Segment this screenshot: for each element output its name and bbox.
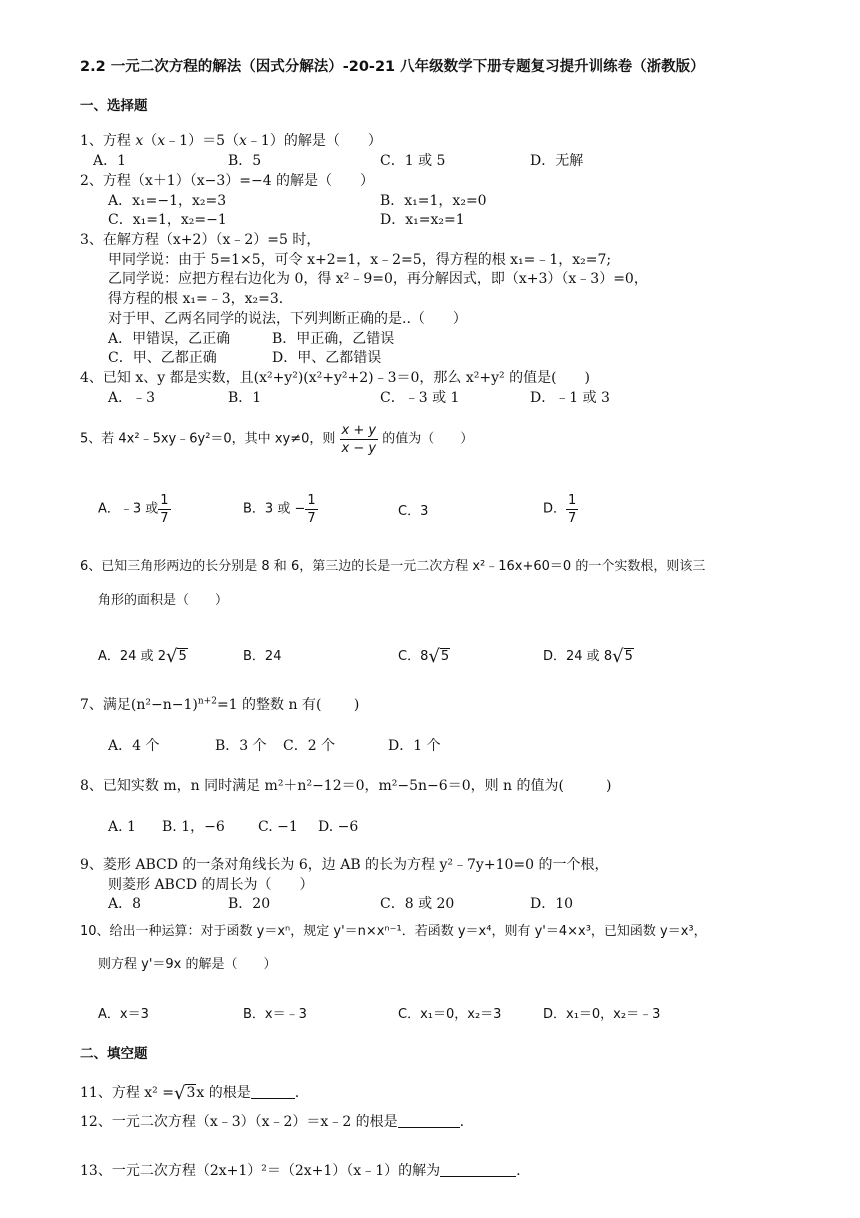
q9-option-d: D．10	[530, 896, 574, 912]
q2-option-c: C．x₁=1，x₂=−1	[108, 212, 227, 228]
question-6-line-1: 6、已知三角形两边的长分别是 8 和 6，第三边的长是一元二次方程 x²﹣16x+60＝0 的一个实数根，则该三	[80, 559, 706, 574]
q3-line-1: 甲同学说：由于 5=1×5，可令 x+2=1，x﹣2=5，得方程的根 x₁=﹣1，x₂=7;	[108, 252, 612, 268]
question-6-line-2: 角形的面积是（ ）	[98, 593, 229, 608]
q2-option-d: D．x₁=x₂=1	[380, 212, 465, 228]
q3-option-c: C．甲、乙都正确	[108, 350, 217, 366]
q11-answer-blank[interactable]	[251, 1084, 295, 1099]
q7-option-d: D．1 个	[388, 738, 441, 754]
q3-option-d: D．甲、乙都错误	[272, 350, 382, 366]
q3-option-b: B．甲正确，乙错误	[272, 331, 395, 347]
q3-line-3: 得方程的根 x₁=﹣3，x₂=3．	[108, 291, 293, 307]
question-9-line-1: 9、菱形 ABCD 的一条对角线长为 6，边 AB 的长为方程 y²﹣7y+10=0 的一个根，	[80, 857, 609, 873]
q8-option-c: C. −1	[258, 819, 298, 835]
q6-option-c: C．8√5	[398, 646, 450, 667]
question-4-stem: 4、已知 x、y 都是实数，且(x²+y²)(x²+y²+2)﹣3＝0，那么 x²+y² 的值是( )	[80, 370, 591, 386]
q10-option-d: D．x₁＝0，x₂＝﹣3	[543, 1007, 661, 1022]
question-7-stem: 7、满足$(n^2-n-1)^{n+2}=1$ 的整数 n 有( )	[80, 696, 360, 713]
page-title: 2.2 一元二次方程的解法（因式分解法）-20-21 八年级数学下册专题复习提升训练卷（浙教版）	[80, 59, 705, 75]
q5-option-c: C．3	[398, 504, 429, 519]
q2-option-a: A．x₁=−1，x₂=3	[108, 193, 227, 209]
q8-option-d: D. −6	[318, 819, 359, 835]
q13-answer-blank[interactable]	[440, 1162, 516, 1177]
q4-option-a: A．﹣3	[108, 390, 156, 406]
q12-answer-blank[interactable]	[398, 1113, 460, 1128]
q9-option-c: C．8 或 20	[380, 896, 455, 912]
q1-option-c: C．1 或 5	[380, 153, 446, 169]
q7-option-a: A．4 个	[108, 738, 160, 754]
question-11-stem: 11、方程 x² =√3x 的根是 .	[80, 1083, 300, 1104]
q1-option-b: B．5	[228, 153, 262, 169]
question-2-stem: 2、方程（x＋1）（x−3）=−4 的解是（ ）	[80, 173, 375, 189]
q6-option-a: A．24 或 2√5	[98, 646, 187, 667]
q9-option-b: B．20	[228, 896, 271, 912]
q7-option-c: C．2 个	[283, 738, 336, 754]
q3-line-2: 乙同学说：应把方程右边化为 0，得 x²﹣9=0，再分解因式，即（x+3）（x﹣3）=0，	[108, 271, 648, 287]
q8-option-a: A. 1	[108, 819, 136, 835]
q10-option-a: A．x＝3	[98, 1007, 149, 1022]
q2-option-b: B．x₁=1，x₂=0	[380, 193, 487, 209]
q3-line-4: 对于甲、乙两名同学的说法，下列判断正确的是..（ ）	[108, 311, 467, 327]
question-1-stem: 1、方程 x（x﹣1）＝5（x﹣1）的解是（ ）	[80, 133, 382, 149]
q4-option-b: B．1	[228, 390, 262, 406]
q1-option-a: A．1	[93, 153, 127, 169]
q5-fraction: $\frac{x + y}{x - y}$	[341, 423, 377, 456]
section-choice-heading: 一、选择题	[80, 98, 148, 114]
q10-option-b: B．x＝﹣3	[243, 1007, 307, 1022]
section-fill-heading: 二、填空题	[80, 1046, 148, 1062]
question-12-stem: 12、一元二次方程（x﹣3）（x﹣2）＝x﹣2 的根是 .	[80, 1114, 465, 1130]
q1-option-d: D．无解	[530, 153, 584, 169]
q6-option-b: B．24	[243, 649, 282, 664]
q7-option-b: B．3 个	[215, 738, 267, 754]
question-10-line-1: 10、给出一种运算：对于函数 y＝xⁿ，规定 y'＝n×xⁿ⁻¹．若函数 y＝x⁴，则有 y'＝4×x³，已知函数 y＝x³，	[80, 924, 707, 939]
q10-option-c: C．x₁＝0，x₂＝3	[398, 1007, 502, 1022]
question-3-stem: 3、在解方程（x+2）（x﹣2）=5 时，	[80, 232, 321, 248]
question-9-line-2: 则菱形 ABCD 的周长为（ ）	[108, 877, 314, 893]
q5-option-a: A．﹣3 或 $\frac{1}{7}$	[98, 493, 169, 526]
q5-option-d: D． $\frac{1}{7}$	[543, 493, 577, 526]
question-13-stem: 13、一元二次方程（2x+1）²＝（2x+1）（x﹣1）的解为 .	[80, 1163, 521, 1179]
question-10-line-2: 则方程 y'＝9x 的解是（ ）	[98, 957, 277, 972]
q3-option-a: A．甲错误，乙正确	[108, 331, 231, 347]
q6-option-d: D．24 或 8√5	[543, 646, 633, 667]
question-5-stem: 5、若 4x²﹣5xy﹣6y²＝0，其中 xy≠0，则 $\frac{x + y}{x - y}$ 的值为（ ）	[80, 423, 474, 456]
q8-option-b: B. 1，−6	[162, 819, 225, 835]
q5-option-b: B．3 或 − $\frac{1}{7}$	[243, 493, 316, 526]
q4-option-c: C．﹣3 或 1	[380, 390, 460, 406]
question-8-stem: 8、已知实数 m，n 同时满足 m²＋n²−12＝0，m²−5n−6＝0，则 n 的值为( )	[80, 778, 612, 794]
q4-option-d: D．﹣1 或 3	[530, 390, 610, 406]
q9-option-a: A．8	[108, 896, 142, 912]
